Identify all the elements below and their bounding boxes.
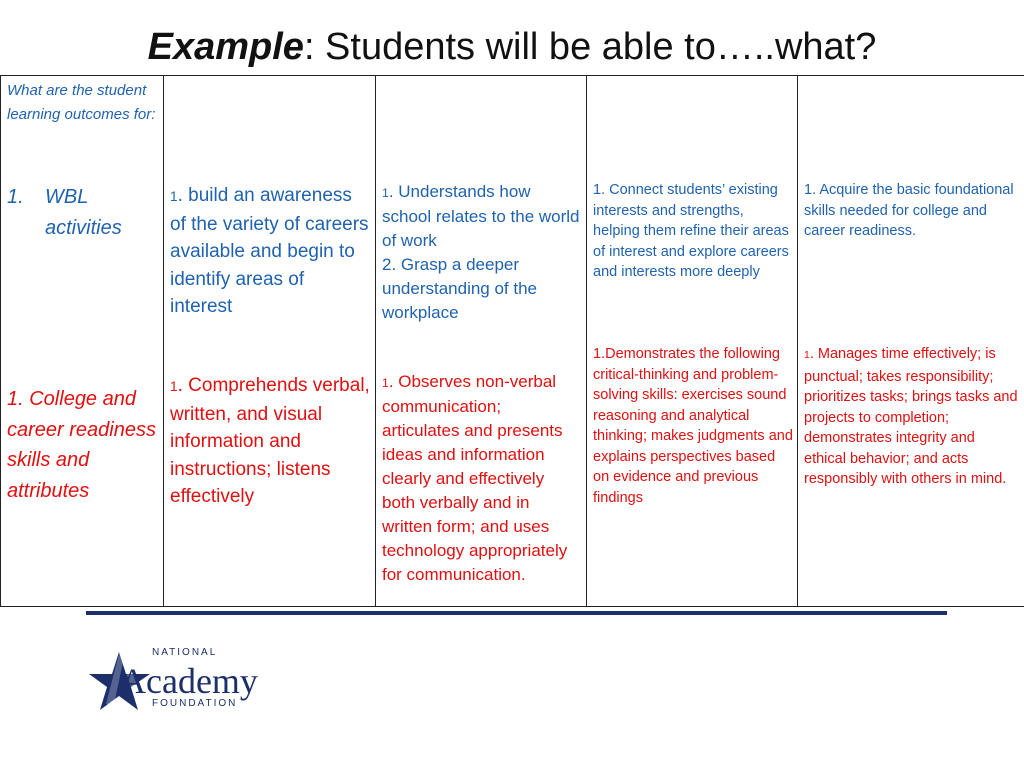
logo-academy-text: Academy [120, 661, 258, 701]
wbl-outcome-text: 1. Connect students’ existing interests and strengths, helping them refine their areas of interest and explore careers and interests more deeply [593, 182, 789, 280]
wbl-outcome-text: 1. Acquire the basic foundational skills needed for college and career readiness. [804, 182, 1014, 239]
table-row [1, 76, 1024, 607]
title-rest: : Students will be able to…..what? [303, 26, 877, 68]
title-emphasis: Example [147, 26, 304, 68]
slide-title [0, 22, 1024, 72]
column-5-cell [798, 76, 1024, 607]
naf-logo [86, 640, 286, 720]
wbl-outcome-text: 1. Understands how school relates to the world of work 2. Grasp a deeper understanding of the workplace [382, 182, 580, 322]
row-labels-cell [1, 76, 164, 607]
college-row-label: 1. College and career readiness skills and attributes [7, 388, 156, 502]
logo-foundation-text: FOUNDATION [152, 698, 238, 709]
column-3-cell [376, 76, 587, 607]
college-outcome-text: 1. Observes non-verbal communication; articulates and presents ideas and information clearly and effectively both verbally and in written form; and uses technology appropriately for communication. [382, 372, 568, 584]
column-4-cell [587, 76, 798, 607]
outcomes-table [0, 75, 1024, 607]
college-outcome-text: 1. Comprehends verbal, written, and visual information and instructions; listens effectively [170, 375, 370, 507]
wbl-outcome-text: 1. build an awareness of the variety of careers available and begin to identify areas of interest [170, 185, 369, 317]
footer-divider [86, 611, 947, 615]
college-outcome-text: 1. Manages time effectively; is punctual; takes responsibility; prioritizes tasks; brings tasks and projects to completion; demonstrates integrity and ethical behavior; and acts responsibly with others in mind. [804, 346, 1018, 487]
wbl-label-text: WBL activities [45, 186, 122, 239]
college-outcome-text: 1.Demonstrates the following critical-thinking and problem-solving skills: exercises sound reasoning and analytical thinking; makes judgments and explains perspectives based on evidence and previous findings [593, 346, 793, 506]
intro-question: What are the student learning outcomes for: [7, 82, 156, 123]
wbl-row-label [7, 182, 159, 243]
wbl-list-marker: 1. [7, 186, 24, 208]
column-2-cell [164, 76, 376, 607]
logo-national-text: NATIONAL [152, 647, 218, 658]
